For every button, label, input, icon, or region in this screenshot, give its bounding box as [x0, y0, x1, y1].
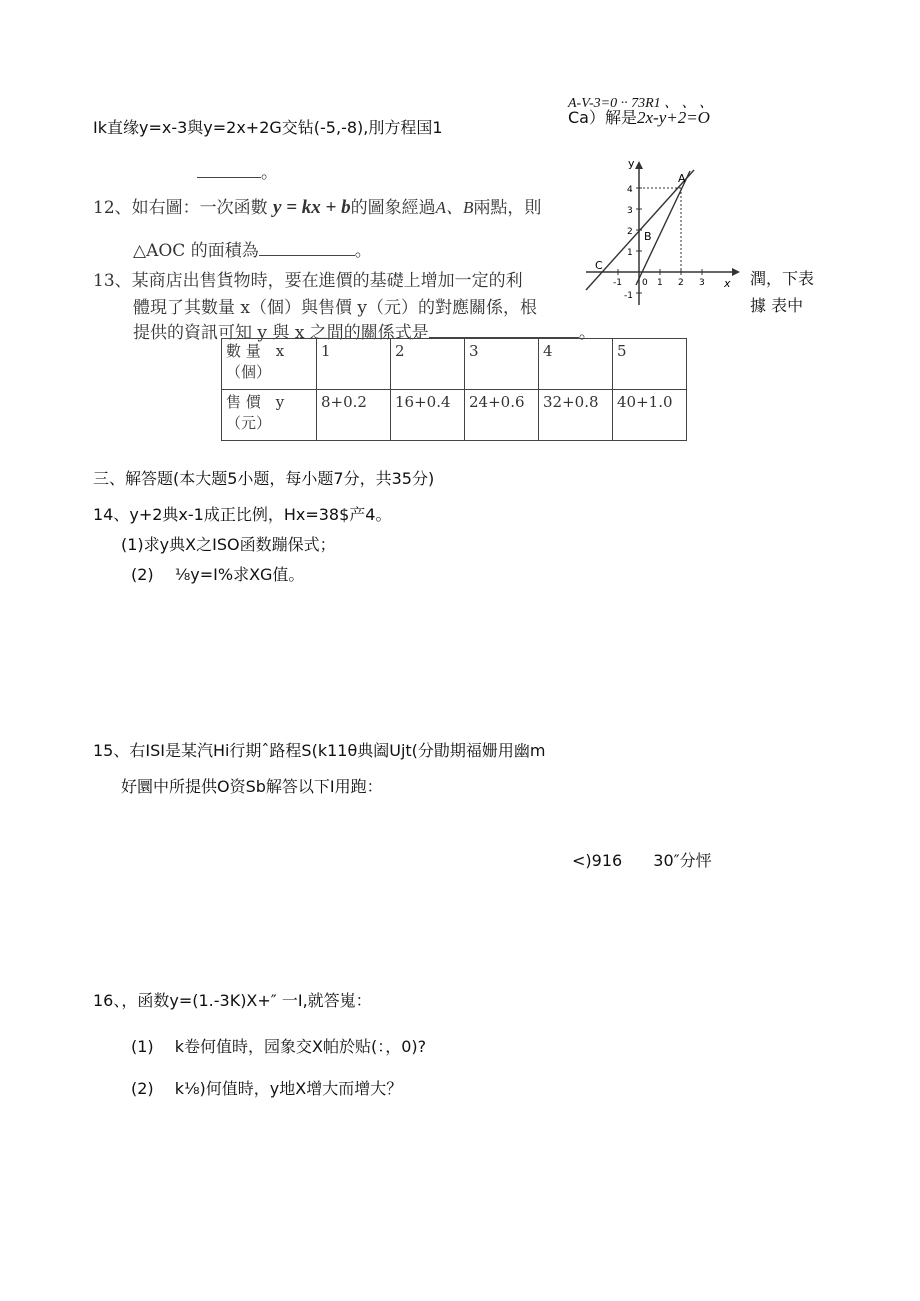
header-price-line1: 售 價 y — [226, 393, 285, 411]
q11-answer-prefix: Ca）解是 — [568, 108, 637, 127]
q15-figure-label-a: <)916 — [572, 851, 623, 870]
x-axis-arrow — [732, 268, 740, 276]
q12-blank-line — [259, 255, 355, 256]
q12-line1 — [93, 193, 541, 219]
q11-answer-label — [568, 105, 710, 128]
table-cell: 40+1.0 — [613, 390, 687, 441]
q14-part2-number: (2) — [131, 565, 154, 584]
q13-line2: 體現了其數量 x（個）與售價 y（元）的對應關係，根 — [133, 298, 537, 318]
q12-graph — [582, 155, 747, 310]
point-c-label: C — [595, 259, 603, 272]
q16-part1-number: (1) — [131, 1037, 154, 1056]
q16-part1-text: k卷何值時，园象交X帕於贴(：，0)? — [174, 1037, 427, 1056]
table-cell: 1 — [317, 339, 391, 390]
q11-end: 。 — [261, 163, 278, 183]
x-axis-label: x — [724, 277, 731, 290]
y-tick-neg1: -1 — [624, 291, 633, 301]
origin-label: 0 — [642, 278, 648, 288]
q13-line2-right: 據 表中 — [750, 296, 804, 315]
y-tick-2: 2 — [627, 227, 633, 237]
q12-prefix: 12、如右圖：一次函數 — [93, 198, 268, 218]
point-b-label: B — [644, 230, 652, 243]
q13-line1-right: 潤，下表 — [750, 269, 815, 288]
q16-part2-text: k⅛)何值時，y地X增大而增大？ — [174, 1079, 403, 1098]
q16-stem: 16、，函数y=(1.-3K)X+″ 一I,就答嵬： — [93, 991, 372, 1010]
q12-end: 兩點，則 — [473, 198, 542, 218]
q13-table — [221, 338, 687, 441]
x-tick-1: 1 — [657, 278, 663, 288]
table-cell: 2 — [391, 339, 465, 390]
q12-end-mark: 。 — [354, 241, 372, 261]
point-a-label: A — [678, 172, 686, 185]
header-price-line2: （元） — [226, 414, 272, 432]
x-tick-2: 2 — [678, 278, 684, 288]
table-header-price — [222, 390, 317, 441]
q16-part1 — [131, 1034, 426, 1057]
q14-part2 — [131, 562, 304, 585]
q16-part2 — [131, 1076, 402, 1099]
q11-line1: Ik直缘y=x-3與y=2x+2G交钻(-5,-8),刖方程国1 — [93, 118, 443, 137]
header-quantity-line1: 數 量 x — [226, 342, 285, 360]
q15-stem: 15、右ISI是某汽Hi行期ˆ路程S(k11θ典阖Ujt(分勖期福姗用幽m — [93, 741, 546, 760]
table-cell: 24+0.6 — [465, 390, 539, 441]
y-tick-1: 1 — [627, 248, 633, 258]
table-cell: 5 — [613, 339, 687, 390]
table-cell: 3 — [465, 339, 539, 390]
x-tick-neg1: -1 — [613, 278, 622, 288]
q15-figure-label — [572, 848, 712, 871]
q14-part2-text: ⅛y=I%求XG值。 — [174, 565, 305, 584]
table-row-price — [222, 390, 687, 441]
q11-blank-line — [197, 177, 261, 178]
q12-mid: 的圖象經過 — [350, 198, 436, 218]
table-cell: 16+0.4 — [391, 390, 465, 441]
y-tick-3: 3 — [627, 206, 633, 216]
q14-stem: 14、y+2典x-1成正比例，Hx=38$产4。 — [93, 505, 392, 524]
q13-line1: 13、某商店出售貨物時，要在進價的基礎上增加一定的利 — [93, 271, 523, 291]
q12-formula: y = kx + b — [273, 197, 351, 218]
q16-part2-number: (2) — [131, 1079, 154, 1098]
q15-line2: 好圜中所提供O资Sb解答以下I用跑： — [121, 777, 383, 796]
q15-figure-label-b: 30″分怦 — [653, 851, 712, 870]
q11-top-note: A-V-3=0 ·· 73R1 、 、 、 — [568, 96, 714, 111]
y-axis-arrow — [635, 161, 643, 169]
header-quantity-line2: （個） — [226, 363, 272, 381]
q12-points: A、B — [435, 198, 474, 217]
section3-heading: 三、解答题(本大题5小题，每小题7分，共35分) — [93, 469, 435, 488]
x-tick-3: 3 — [699, 278, 705, 288]
q12-line2 — [133, 236, 372, 261]
table-header-quantity — [222, 339, 317, 390]
table-cell: 32+0.8 — [539, 390, 613, 441]
q13-end: 。 — [578, 323, 596, 343]
q11-answer-blank — [197, 158, 278, 183]
table-cell: 4 — [539, 339, 613, 390]
y-axis-label: y — [628, 157, 635, 170]
q13-relation-label: 提供的資訊可知 y 與 x 之間的關係式是 — [133, 323, 429, 343]
table-row-quantity — [222, 339, 687, 390]
q11-answer-equation: 2x-y+2=O — [636, 108, 710, 127]
q14-part1: (1)求y典X之ISO函数蹦保式； — [121, 535, 336, 554]
table-cell: 8+0.2 — [317, 390, 391, 441]
q12-area-label: △AOC 的面積為 — [133, 241, 259, 261]
y-tick-4: 4 — [627, 185, 633, 195]
